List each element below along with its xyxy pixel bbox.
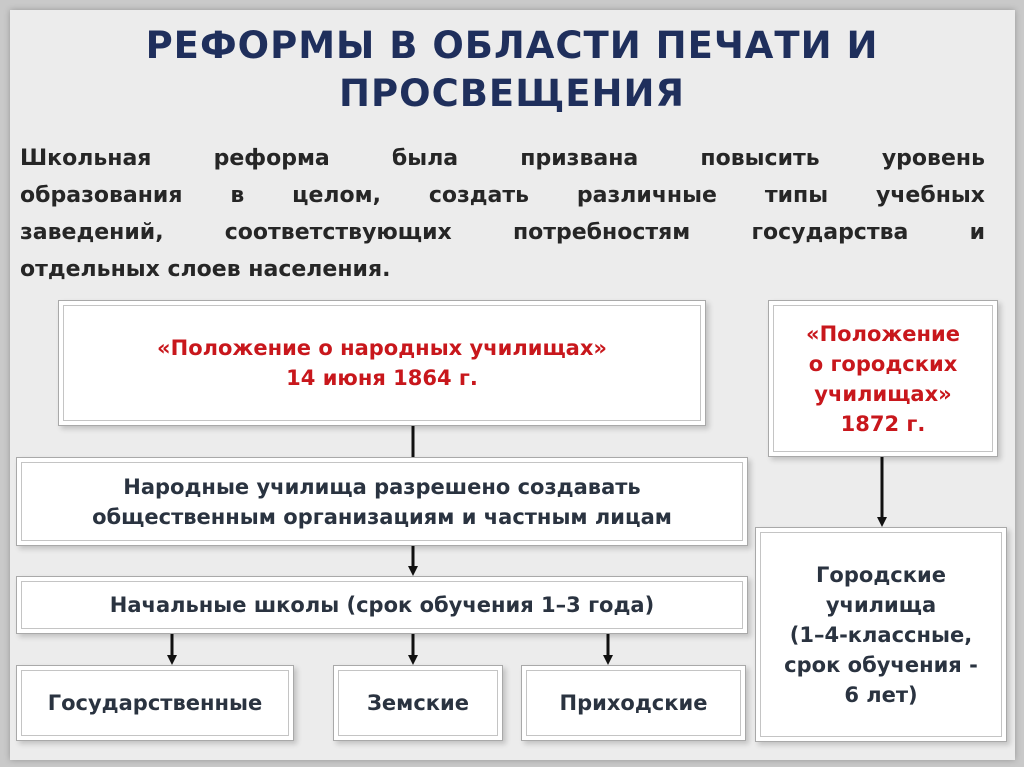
title-line-2: ПРОСВЕЩЕНИЯ [339, 72, 685, 115]
intro-line-2: образования в целом, создать различные типы учебных [20, 183, 985, 208]
title-line-1: РЕФОРМЫ В ОБЛАСТИ ПЕЧАТИ И [145, 24, 879, 67]
polozhenie-gorodskie-line-1: «Положение [806, 321, 960, 346]
gorodskie-uchilishcha-line-5: 6 лет) [844, 682, 918, 707]
box-polozhenie-narodnye-uchilishcha [58, 300, 706, 426]
intro-line-3: заведений, соответствующих потребностям государства и [20, 220, 985, 245]
polozhenie-narodnye-title: «Положение о народных училищах» [157, 336, 607, 360]
box-gorodskie-uchilishcha [755, 527, 1007, 742]
box-nachalnye-shkoly [16, 576, 748, 634]
polozhenie-gorodskie-line-3: училищах» [814, 381, 952, 406]
polozhenie-narodnye-date: 14 июня 1864 г. [286, 366, 478, 390]
polozhenie-gorodskie-line-2: о городских [808, 351, 958, 376]
box-prikhodskie [521, 665, 746, 741]
polozhenie-gorodskie-date: 1872 г. [840, 411, 926, 436]
zemskie-label: Земские [367, 691, 469, 715]
prikhodskie-label: Приходские [559, 691, 708, 715]
intro-line-1: Школьная реформа была призвана повысить уровень [20, 146, 985, 171]
intro-line-4: отдельных слоев населения. [20, 257, 391, 282]
gosudarstvennye-label: Государственные [47, 691, 263, 715]
nachalnye-shkoly-label: Начальные школы (срок обучения 1–3 года) [109, 593, 655, 617]
box-polozhenie-gorodskie-uchilishcha [768, 300, 998, 457]
box-narodnye-uchilishcha [16, 457, 748, 546]
gorodskie-uchilishcha-line-3: (1–4-классные, [789, 622, 973, 647]
box-zemskie [333, 665, 503, 741]
narodnye-uchilishcha-line-2: общественным организациям и частным лицам [92, 504, 672, 529]
box-gosudarstvennye [16, 665, 294, 741]
gorodskie-uchilishcha-line-4: срок обучения - [784, 652, 978, 677]
gorodskie-uchilishcha-line-2: училища [825, 592, 937, 617]
gorodskie-uchilishcha-line-1: Городские [816, 562, 946, 587]
narodnye-uchilishcha-line-1: Народные училища разрешено создавать [123, 474, 641, 499]
